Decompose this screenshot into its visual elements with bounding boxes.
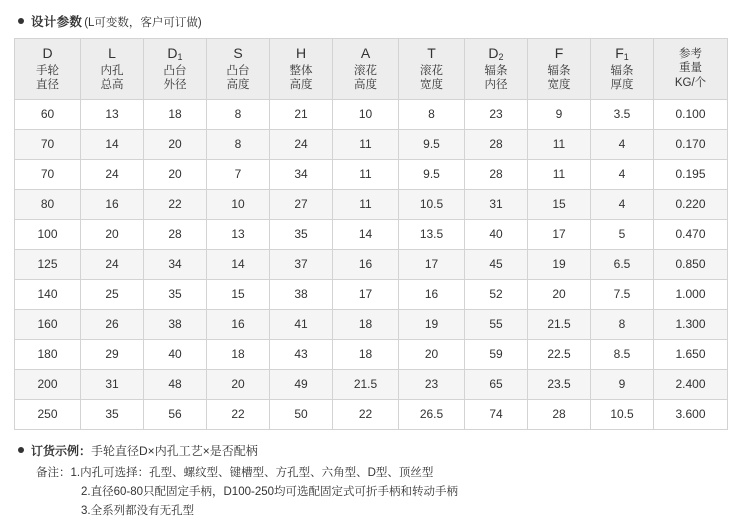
- table-cell: 21: [270, 99, 333, 129]
- table-cell: 13: [81, 99, 144, 129]
- column-header-0: [15, 39, 81, 100]
- column-symbol: D: [42, 45, 53, 61]
- table-cell: 17: [399, 249, 465, 279]
- column-label: 总高: [100, 79, 124, 92]
- table-cell: 9: [591, 369, 654, 399]
- table-cell: 24: [81, 249, 144, 279]
- table-cell: 10: [333, 99, 399, 129]
- table-cell: 21.5: [528, 309, 591, 339]
- remark-item: 1.内孔可选择：孔型、螺纹型、键槽型、方孔型、六角型、D型、顶丝型: [70, 466, 434, 479]
- table-cell: 35: [144, 279, 207, 309]
- table-cell: 74: [465, 399, 528, 429]
- table-row: [15, 399, 728, 429]
- column-symbol: T: [427, 45, 436, 61]
- table-cell: 20: [528, 279, 591, 309]
- column-symbol: $D_1$: [167, 45, 183, 62]
- column-label: 外径: [163, 79, 187, 92]
- notes-block: [18, 442, 727, 521]
- table-cell: 18: [333, 309, 399, 339]
- column-header-3: [207, 39, 270, 100]
- table-cell: 7.5: [591, 279, 654, 309]
- table-cell: 15: [207, 279, 270, 309]
- column-label: 高度: [354, 79, 377, 92]
- column-symbol: A: [360, 45, 371, 61]
- column-header-4: [270, 39, 333, 100]
- table-cell: 8.5: [591, 339, 654, 369]
- table-cell: 7: [207, 159, 270, 189]
- table-cell: 65: [465, 369, 528, 399]
- table-cell: 26.5: [399, 399, 465, 429]
- column-label: 辐条: [610, 64, 634, 77]
- table-row: [15, 219, 728, 249]
- column-symbol: F: [554, 45, 564, 61]
- column-label: 参考: [679, 47, 702, 60]
- table-cell: 250: [15, 399, 81, 429]
- table-cell: 23: [465, 99, 528, 129]
- table-cell: 0.850: [654, 249, 728, 279]
- table-cell: 3.5: [591, 99, 654, 129]
- table-body: [15, 99, 728, 429]
- remark-row: [81, 502, 727, 521]
- table-cell: 50: [270, 399, 333, 429]
- table-cell: 25: [81, 279, 144, 309]
- table-cell: 52: [465, 279, 528, 309]
- table-cell: 34: [144, 249, 207, 279]
- column-label: 凸台: [163, 64, 187, 77]
- table-row: [15, 129, 728, 159]
- table-row: [15, 309, 728, 339]
- table-cell: 18: [144, 99, 207, 129]
- table-cell: 0.170: [654, 129, 728, 159]
- table-cell: 8: [399, 99, 465, 129]
- table-cell: 22: [144, 189, 207, 219]
- table-cell: 11: [333, 189, 399, 219]
- table-cell: 9: [528, 99, 591, 129]
- table-cell: 3.600: [654, 399, 728, 429]
- table-cell: 59: [465, 339, 528, 369]
- table-cell: 55: [465, 309, 528, 339]
- table-cell: 18: [333, 339, 399, 369]
- table-cell: 16: [81, 189, 144, 219]
- column-label: 滚花: [354, 64, 377, 77]
- column-header-9: [591, 39, 654, 100]
- table-cell: 19: [399, 309, 465, 339]
- table-cell: 22: [333, 399, 399, 429]
- table-cell: 1.000: [654, 279, 728, 309]
- section-title: 设计参数: [31, 15, 83, 29]
- table-cell: 200: [15, 369, 81, 399]
- table-cell: 28: [528, 399, 591, 429]
- column-label: 厚度: [610, 79, 634, 92]
- table-row: [15, 249, 728, 279]
- table-cell: 0.195: [654, 159, 728, 189]
- table-cell: 20: [144, 159, 207, 189]
- order-example-text: 手轮直径D×内孔工艺×是否配柄: [91, 443, 258, 458]
- table-cell: 35: [81, 399, 144, 429]
- spec-table: [14, 38, 728, 430]
- table-cell: 28: [465, 159, 528, 189]
- table-cell: 100: [15, 219, 81, 249]
- table-cell: 24: [270, 129, 333, 159]
- table-cell: 31: [81, 369, 144, 399]
- column-label: 高度: [226, 79, 250, 92]
- table-header: [15, 39, 728, 100]
- table-cell: 27: [270, 189, 333, 219]
- table-cell: 0.220: [654, 189, 728, 219]
- table-cell: 2.400: [654, 369, 728, 399]
- table-row: [15, 339, 728, 369]
- table-cell: 14: [207, 249, 270, 279]
- column-symbol: S: [233, 45, 243, 61]
- table-cell: 23: [399, 369, 465, 399]
- column-label: 辐条: [547, 64, 571, 77]
- table-cell: 160: [15, 309, 81, 339]
- table-cell: 11: [528, 159, 591, 189]
- table-cell: 180: [15, 339, 81, 369]
- table-cell: 13.5: [399, 219, 465, 249]
- table-cell: 31: [465, 189, 528, 219]
- table-cell: 38: [144, 309, 207, 339]
- column-label: KG/个: [674, 76, 707, 89]
- remark-row: [81, 483, 727, 502]
- table-cell: 17: [333, 279, 399, 309]
- table-cell: 8: [207, 129, 270, 159]
- table-cell: 35: [270, 219, 333, 249]
- table-cell: 140: [15, 279, 81, 309]
- table-cell: 4: [591, 129, 654, 159]
- table-cell: 1.300: [654, 309, 728, 339]
- table-cell: 29: [81, 339, 144, 369]
- table-cell: 8: [591, 309, 654, 339]
- remark-item: 2.直径60-80只配固定手柄，D100-250均可选配固定式可折手柄和转动手柄: [81, 485, 459, 498]
- table-cell: 28: [465, 129, 528, 159]
- table-cell: 43: [270, 339, 333, 369]
- column-label: 滚花: [420, 64, 443, 77]
- table-cell: 9.5: [399, 159, 465, 189]
- table-cell: 14: [81, 129, 144, 159]
- table-cell: 21.5: [333, 369, 399, 399]
- header-row: [15, 39, 728, 100]
- table-cell: 4: [591, 159, 654, 189]
- bullet-icon: [18, 18, 24, 24]
- table-cell: 20: [144, 129, 207, 159]
- column-symbol: $F_1$: [615, 45, 629, 62]
- table-cell: 10: [207, 189, 270, 219]
- remark-list: [36, 464, 727, 521]
- table-cell: 10.5: [591, 399, 654, 429]
- table-cell: 17: [528, 219, 591, 249]
- table-cell: 20: [207, 369, 270, 399]
- remark-label-row: [36, 464, 727, 483]
- column-label: 直径: [36, 79, 59, 92]
- table-cell: 16: [333, 249, 399, 279]
- table-cell: 19: [528, 249, 591, 279]
- table-cell: 16: [399, 279, 465, 309]
- section-header: [18, 12, 727, 30]
- table-cell: 0.100: [654, 99, 728, 129]
- column-header-10: [654, 39, 728, 100]
- column-header-5: [333, 39, 399, 100]
- bullet-icon: [18, 447, 24, 453]
- table-row: [15, 189, 728, 219]
- table-cell: 5: [591, 219, 654, 249]
- table-cell: 40: [144, 339, 207, 369]
- table-cell: 56: [144, 399, 207, 429]
- column-symbol: L: [108, 45, 116, 61]
- table-cell: 70: [15, 129, 81, 159]
- table-cell: 11: [528, 129, 591, 159]
- table-cell: 11: [333, 159, 399, 189]
- table-cell: 24: [81, 159, 144, 189]
- column-symbol: H: [295, 45, 307, 61]
- column-label: 高度: [289, 79, 313, 92]
- table-cell: 11: [333, 129, 399, 159]
- table-row: [15, 99, 728, 129]
- table-cell: 23.5: [528, 369, 591, 399]
- column-label: 凸台: [226, 64, 250, 77]
- section-note: (L可变数，客户可订做): [84, 17, 202, 29]
- column-label: 辐条: [484, 64, 508, 77]
- order-example-line: [18, 442, 727, 459]
- column-header-6: [399, 39, 465, 100]
- table-row: [15, 279, 728, 309]
- table-cell: 0.470: [654, 219, 728, 249]
- table-cell: 15: [528, 189, 591, 219]
- table-cell: 9.5: [399, 129, 465, 159]
- table-cell: 45: [465, 249, 528, 279]
- table-cell: 4: [591, 189, 654, 219]
- column-label: 宽度: [547, 79, 571, 92]
- column-label: 手轮: [36, 64, 59, 77]
- column-label: 整体: [289, 64, 313, 77]
- table-cell: 48: [144, 369, 207, 399]
- table-cell: 22: [207, 399, 270, 429]
- table-cell: 26: [81, 309, 144, 339]
- table-cell: 1.650: [654, 339, 728, 369]
- table-cell: 34: [270, 159, 333, 189]
- table-cell: 18: [207, 339, 270, 369]
- column-label: 重量: [679, 62, 702, 75]
- table-cell: 80: [15, 189, 81, 219]
- table-cell: 41: [270, 309, 333, 339]
- column-header-1: [81, 39, 144, 100]
- table-cell: 60: [15, 99, 81, 129]
- column-label: 内孔: [100, 64, 124, 77]
- table-cell: 13: [207, 219, 270, 249]
- table-row: [15, 369, 728, 399]
- column-label: 宽度: [420, 79, 443, 92]
- remark-item: 3.全系列都没有无孔型: [81, 504, 195, 517]
- table-cell: 8: [207, 99, 270, 129]
- column-header-2: [144, 39, 207, 100]
- table-cell: 38: [270, 279, 333, 309]
- table-row: [15, 159, 728, 189]
- table-cell: 70: [15, 159, 81, 189]
- table-cell: 20: [81, 219, 144, 249]
- column-header-7: [465, 39, 528, 100]
- table-cell: 40: [465, 219, 528, 249]
- table-cell: 22.5: [528, 339, 591, 369]
- order-example-label: 订货示例：: [31, 443, 92, 458]
- table-cell: 28: [144, 219, 207, 249]
- table-cell: 16: [207, 309, 270, 339]
- table-cell: 10.5: [399, 189, 465, 219]
- column-symbol: $D_2$: [488, 45, 504, 62]
- table-cell: 125: [15, 249, 81, 279]
- table-cell: 20: [399, 339, 465, 369]
- column-label: 内径: [484, 79, 508, 92]
- table-cell: 14: [333, 219, 399, 249]
- table-cell: 6.5: [591, 249, 654, 279]
- remark-label: 备注：: [36, 466, 71, 479]
- table-cell: 49: [270, 369, 333, 399]
- column-header-8: [528, 39, 591, 100]
- table-cell: 37: [270, 249, 333, 279]
